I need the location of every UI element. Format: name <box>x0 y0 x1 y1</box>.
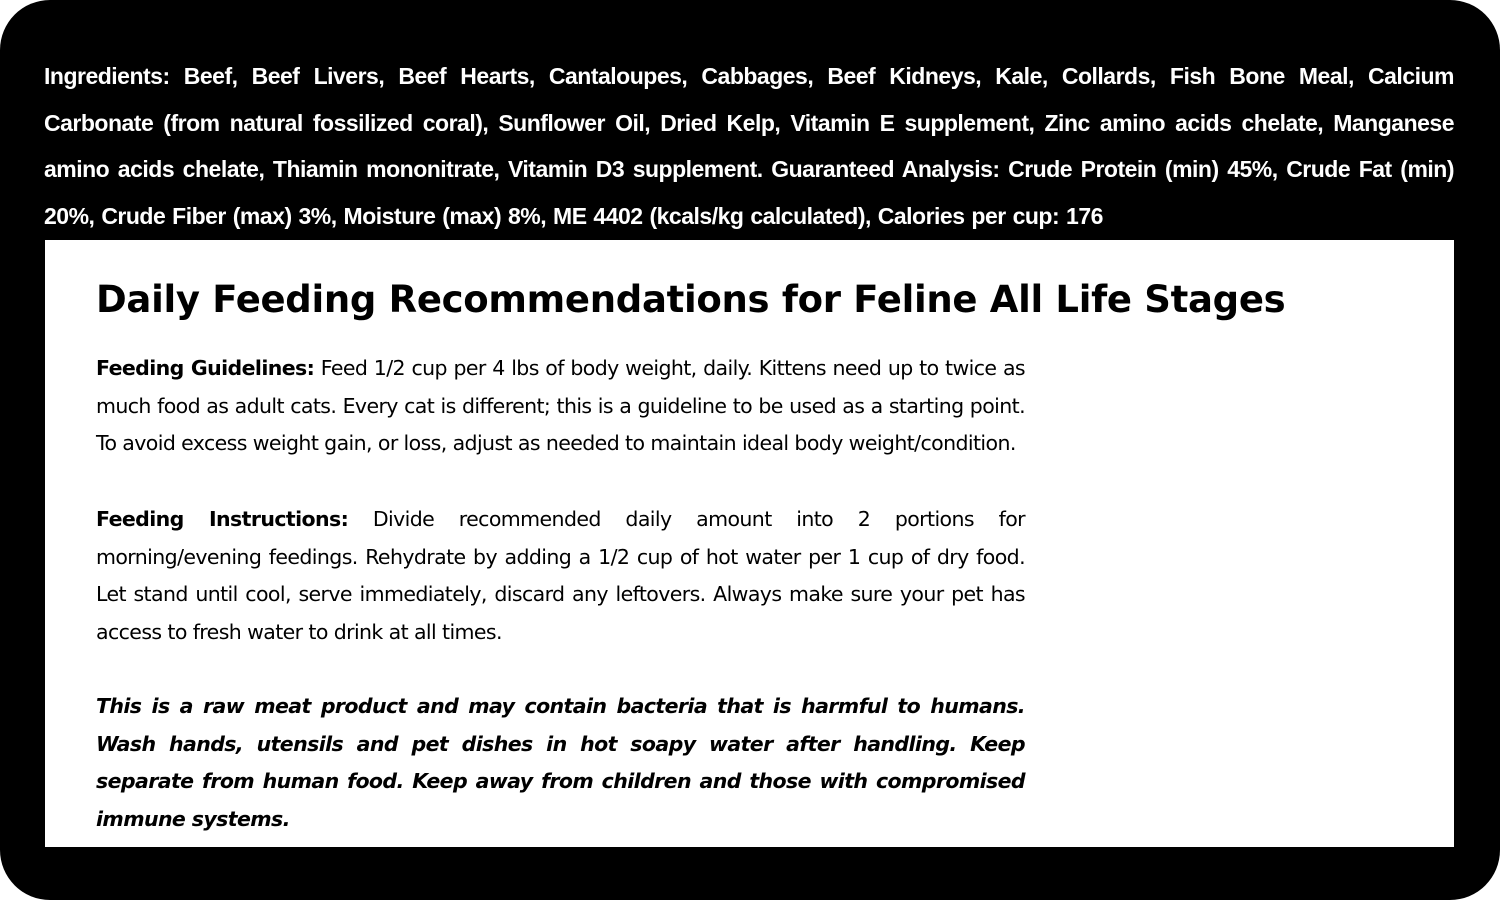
guaranteed-analysis-values: Crude Protein (min) 45%, Crude Fat (min) 20%, Crude Fiber (max) 3%, Moisture (max) 8%, ME 4402 (kcals/kg calculated), Calories per cup: 176 <box>44 156 1454 229</box>
feeding-guidelines-text: Feed 1/2 cup per 4 lbs of body weight, daily. Kittens need up to twice as much food as adult cats. Every cat is different; this is a guideline to be used as a starting point. To avoid excess weight gain, or loss, adjust as needed to maintain ideal body weight/condition. <box>96 356 1025 455</box>
feeding-instructions-text: Divide recommended daily amount into 2 portions for morning/evening feedings. Rehydrate by adding a 1/2 cup of hot water per 1 cup of dry food. Let stand until cool, serve immediately, discard any leftovers. Always make sure your pet has access to fresh water to drink at all times. <box>96 507 1025 644</box>
feeding-panel-title: Daily Feeding Recommendations for Feline All Life Stages <box>96 278 1286 321</box>
feeding-instructions-label: Feeding Instructions: <box>96 507 349 531</box>
feeding-guidelines-label: Feeding Guidelines: <box>96 356 315 380</box>
feeding-guidelines-paragraph <box>96 350 1025 463</box>
ingredients-paragraph <box>44 53 1454 239</box>
raw-meat-warning: This is a raw meat product and may contain bacteria that is harmful to humans. Wash hands, utensils and pet dishes in hot soapy water after handling. Keep separate from human food. Keep away from children and those with compromised immune systems. <box>96 694 1025 831</box>
feeding-instructions-paragraph <box>96 501 1025 651</box>
guaranteed-analysis-label: Guaranteed Analysis: <box>771 156 1000 182</box>
ingredients-label: Ingredients: <box>44 63 170 89</box>
ingredients-list: Beef, Beef Livers, Beef Hearts, Cantaloupes, Cabbages, Beef Kidneys, Kale, Collards, Fish Bone Meal, Calcium Carbonate (from natural fossilized coral), Sunflower Oil, Dried Kelp, Vitamin E supplement, Zinc amino acids chelate, Manganese amino acids chelate, Thiamin mononitrate, Vitamin D3 supplement. <box>44 63 1455 182</box>
feeding-recommendations-panel <box>45 240 1454 847</box>
